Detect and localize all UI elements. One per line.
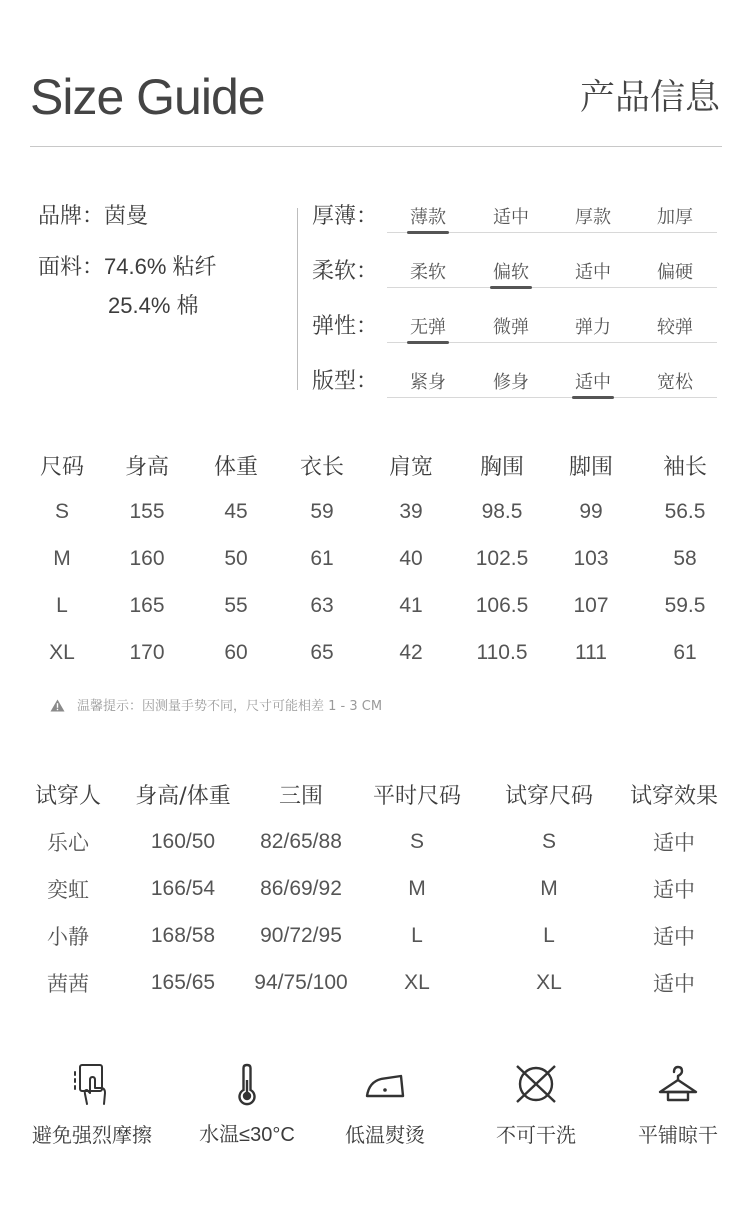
table-header-row [18, 770, 730, 818]
care-label: 平铺晾干 [638, 1123, 718, 1147]
table-cell: 61 [310, 546, 334, 570]
fabric-line-2: 25.4% 棉 [108, 293, 199, 318]
try-on-table [18, 770, 730, 1006]
warning-icon [50, 699, 65, 718]
attribute-option-selected: 偏软 [481, 261, 541, 285]
table-row [18, 535, 730, 582]
table-cell: 小静 [47, 924, 89, 949]
table-cell: 102.5 [475, 546, 529, 570]
table-cell: 155 [129, 499, 165, 523]
table-cell: 45 [224, 499, 248, 523]
column-header: 尺码 [39, 454, 84, 480]
table-cell: 165 [129, 593, 165, 617]
iron-icon [310, 1062, 460, 1106]
attribute-option: 柔软 [410, 262, 446, 283]
table-cell: M [408, 876, 426, 900]
attribute-option-selected: 薄款 [398, 206, 458, 230]
attribute-option: 较弹 [657, 317, 693, 338]
table-cell: 41 [399, 593, 423, 617]
table-cell: L [543, 923, 555, 947]
table-cell: 160 [129, 546, 165, 570]
table-cell: 170 [129, 640, 165, 664]
table-header-row [18, 442, 730, 488]
measurement-tip [50, 698, 382, 718]
attribute-label: 弹性： [312, 314, 379, 339]
column-header: 脚围 [568, 454, 613, 480]
table-cell: 58 [673, 546, 697, 570]
table-row [18, 865, 730, 912]
care-item-lay-flat [603, 1062, 750, 1148]
care-label: 避免强烈摩擦 [32, 1123, 152, 1147]
table-cell: 65 [310, 640, 334, 664]
table-cell: 168/58 [150, 923, 216, 947]
table-cell: S [541, 829, 556, 853]
attribute-thickness [312, 202, 717, 238]
care-item-water-temp [172, 1062, 322, 1148]
attribute-option: 微弹 [493, 317, 529, 338]
column-header: 身高 [124, 454, 169, 480]
table-cell: 61 [673, 640, 697, 664]
table-cell: 56.5 [664, 499, 706, 523]
brand-label: 品牌： [38, 204, 105, 229]
table-row [18, 818, 730, 865]
table-cell: 适中 [653, 830, 695, 855]
attribute-option-selected: 无弹 [398, 316, 458, 340]
page-subtitle: 产品信息 [579, 78, 720, 118]
size-table [18, 442, 730, 676]
table-cell: 59 [310, 499, 334, 523]
table-cell: 适中 [653, 971, 695, 996]
table-cell: 适中 [653, 924, 695, 949]
table-cell: 55 [224, 593, 248, 617]
attribute-option: 厚款 [575, 207, 611, 228]
column-header: 试穿人 [34, 783, 101, 809]
table-cell: 110.5 [476, 640, 528, 664]
hanger-icon [603, 1062, 750, 1106]
attribute-label: 版型： [312, 369, 379, 394]
table-cell: 42 [399, 640, 423, 664]
care-label: 低温熨烫 [345, 1123, 425, 1147]
care-item-no-dry-clean [461, 1062, 611, 1148]
info-divider [297, 208, 298, 390]
table-cell: 60 [224, 640, 248, 664]
no-rub-icon [17, 1062, 167, 1106]
attribute-option: 加厚 [657, 207, 693, 228]
care-item-no-rub [17, 1062, 167, 1148]
brand-value: 茵曼 [104, 204, 149, 229]
table-cell: 乐心 [47, 830, 89, 855]
table-cell: 94/75/100 [254, 970, 348, 994]
attribute-label: 厚薄： [312, 204, 379, 229]
table-cell: 166/54 [150, 876, 216, 900]
table-cell: S [409, 829, 424, 853]
table-row [18, 959, 730, 1006]
care-item-iron [310, 1062, 460, 1148]
table-cell: 40 [399, 546, 423, 570]
page-title: Size Guide [30, 69, 265, 125]
table-cell: M [540, 876, 558, 900]
attribute-fit [312, 367, 717, 403]
attribute-label: 柔软： [312, 259, 379, 284]
table-row [18, 582, 730, 629]
no-wash-icon [461, 1062, 611, 1106]
table-cell: XL [536, 970, 562, 994]
header-divider [30, 146, 722, 147]
table-cell: 50 [224, 546, 248, 570]
table-cell: 82/65/88 [260, 829, 342, 853]
table-cell: 160/50 [150, 829, 216, 853]
table-cell: 86/69/92 [260, 876, 342, 900]
attribute-option: 适中 [575, 262, 611, 283]
column-header: 袖长 [662, 454, 707, 480]
table-cell: XL [404, 970, 430, 994]
table-cell: 103 [573, 546, 609, 570]
table-cell: 111 [575, 640, 607, 664]
care-label: 不可干洗 [496, 1123, 576, 1147]
attribute-option: 偏硬 [657, 262, 693, 283]
thermometer-icon [172, 1062, 322, 1106]
table-cell: 165/65 [150, 970, 216, 994]
attribute-option: 修身 [493, 372, 529, 393]
column-header: 试穿效果 [629, 783, 718, 809]
table-cell: XL [49, 640, 75, 664]
table-row [18, 488, 730, 535]
table-cell: 106.5 [475, 593, 529, 617]
table-cell: 98.5 [481, 499, 523, 523]
attribute-baseline [387, 287, 717, 288]
table-cell: 茜茜 [47, 971, 89, 996]
table-cell: M [53, 546, 71, 570]
column-header: 肩宽 [388, 454, 433, 480]
attribute-elasticity [312, 312, 717, 348]
table-row [18, 629, 730, 676]
table-cell: 90/72/95 [260, 923, 342, 947]
column-header: 胸围 [479, 454, 524, 480]
table-cell: S [54, 499, 69, 523]
table-cell: 107 [573, 593, 609, 617]
attribute-option: 紧身 [410, 372, 446, 393]
attribute-option: 宽松 [657, 372, 693, 393]
brand-row [38, 202, 148, 232]
fabric-label: 面料： [38, 255, 105, 280]
table-cell: 39 [399, 499, 423, 523]
fabric-row [38, 252, 217, 283]
attribute-softness [312, 257, 717, 293]
table-row [18, 912, 730, 959]
table-cell: L [56, 593, 68, 617]
attribute-option: 弹力 [575, 317, 611, 338]
column-header: 体重 [213, 454, 258, 480]
table-cell: 奕虹 [47, 877, 89, 902]
column-header: 衣长 [299, 454, 344, 480]
column-header: 平时尺码 [372, 783, 461, 809]
column-header: 三围 [278, 783, 323, 809]
fabric-line-1: 74.6% 粘纤 [104, 254, 217, 279]
attribute-option: 适中 [493, 207, 529, 228]
tip-text: 温馨提示：因测量手势不同，尺寸可能相差 1 - 3 CM [77, 699, 383, 714]
table-cell: 63 [310, 593, 334, 617]
attribute-option-selected: 适中 [563, 371, 623, 395]
table-cell: L [411, 923, 423, 947]
attribute-baseline [387, 397, 717, 398]
table-cell: 99 [579, 499, 603, 523]
care-label: 水温≤30°C [199, 1124, 295, 1146]
table-cell: 59.5 [664, 593, 706, 617]
column-header: 身高/体重 [135, 783, 231, 809]
column-header: 试穿尺码 [504, 783, 593, 809]
table-cell: 适中 [653, 877, 695, 902]
